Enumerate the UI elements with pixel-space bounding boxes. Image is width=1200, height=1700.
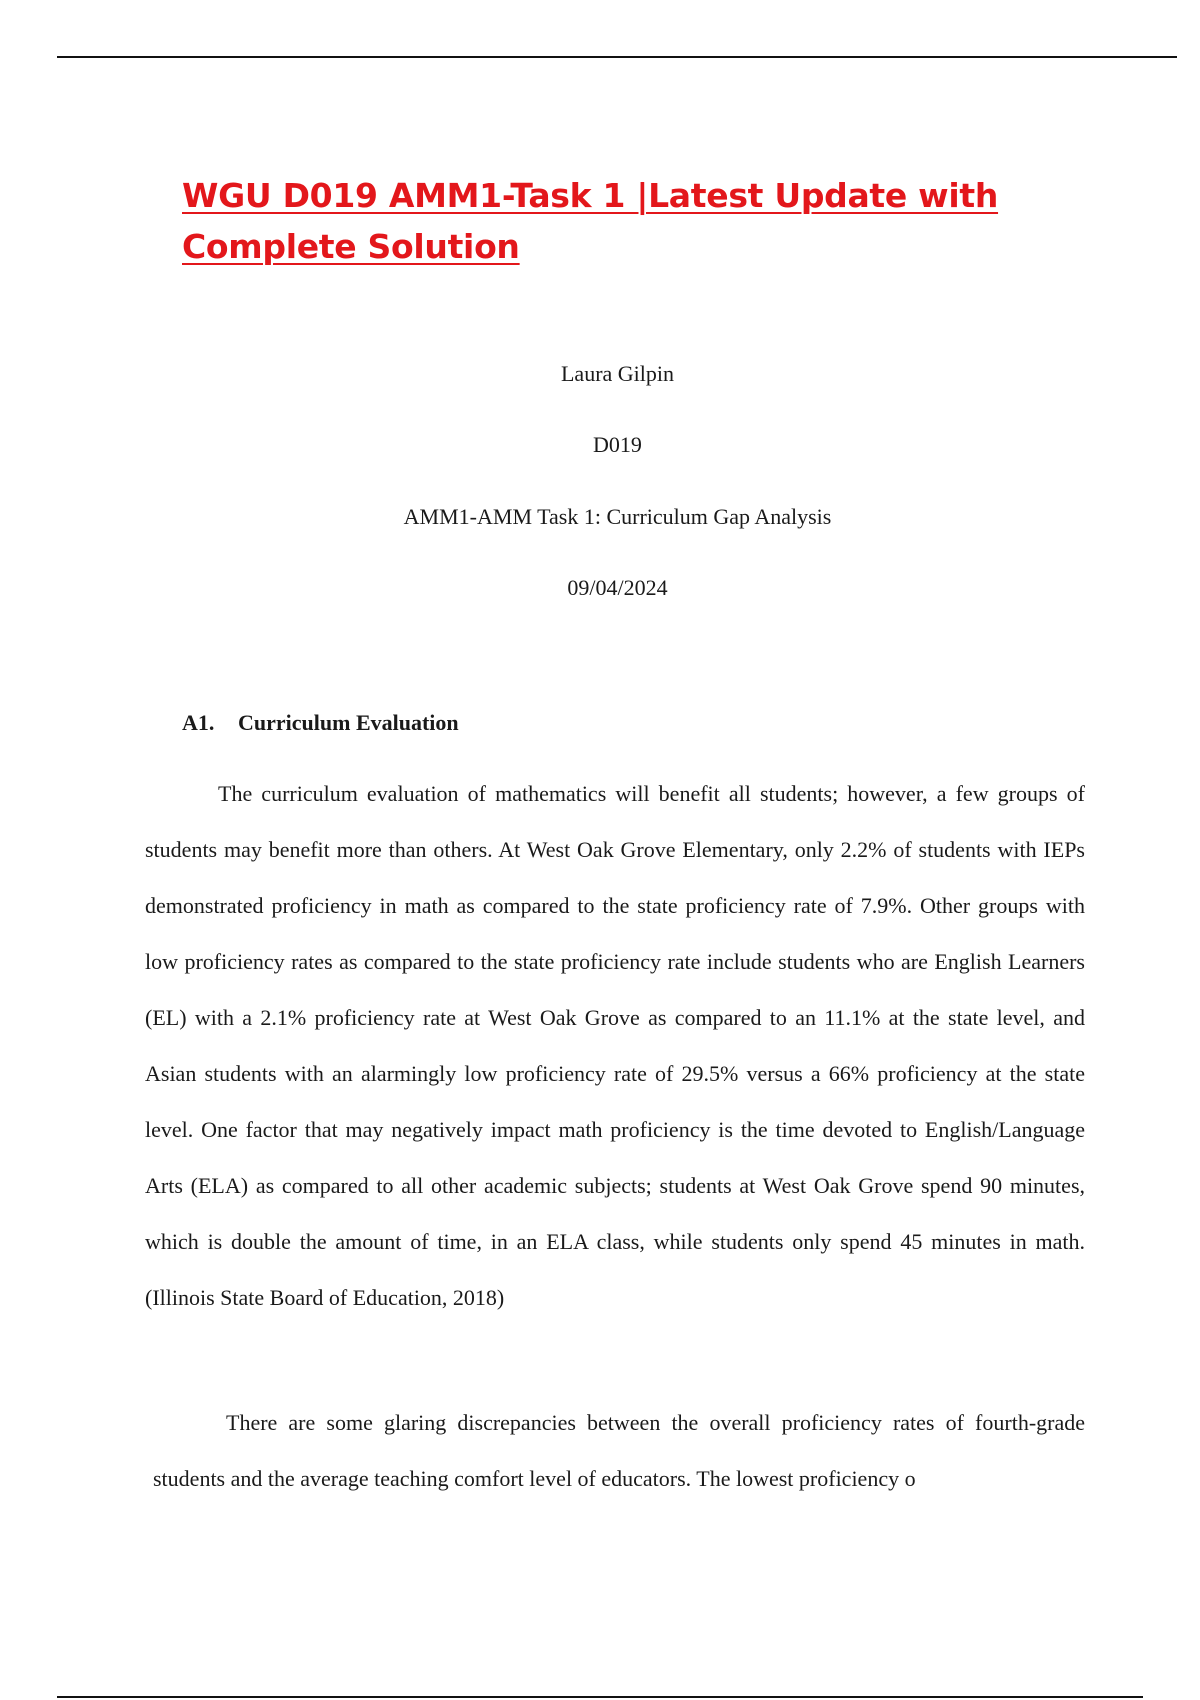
- body-paragraph-2: There are some glaring discrepancies between the overall proficiency rates of fourth-grade students and the average teaching comfort level of educators. The lowest proficiency o: [153, 1410, 1085, 1491]
- page-top-rule: [57, 56, 1177, 58]
- document-title: WGU D019 AMM1-Task 1 |Latest Update with Complete Solution: [182, 176, 999, 266]
- section-title: Curriculum Evaluation: [238, 710, 459, 735]
- submission-date: 09/04/2024: [567, 575, 668, 600]
- section-number: A1.: [182, 710, 215, 735]
- body-paragraph-1: The curriculum evaluation of mathematics will benefit all students; however, a few groups of students may benefit more than others. At West Oak Grove Elementary, only 2.2% of students with IEPs demonstrated proficiency in math as compared to the state proficiency rate of 7.9%. Other groups with low proficiency rates as compared to the state proficiency rate include students who are English Learners (EL) with a 2.1% proficiency rate at West Oak Grove as compared to an 11.1% at the state level, and Asian students with an alarmingly low proficiency rate of 29.5% versus a 66% proficiency at the state level. One factor that may negatively impact math proficiency is the time devoted to English/Language Arts (ELA) as compared to all other academic subjects; students at West Oak Grove spend 90 minutes, which is double the amount of time, in an ELA class, while students only spend 45 minutes in math. (Illinois State Board of Education, 2018): [145, 781, 1085, 1310]
- task-title: AMM1-AMM Task 1: Curriculum Gap Analysis: [403, 504, 832, 529]
- section-heading: [182, 709, 459, 737]
- course-code: D019: [593, 432, 642, 457]
- author-name: Laura Gilpin: [560, 361, 675, 386]
- page-bottom-rule: [57, 1696, 1143, 1698]
